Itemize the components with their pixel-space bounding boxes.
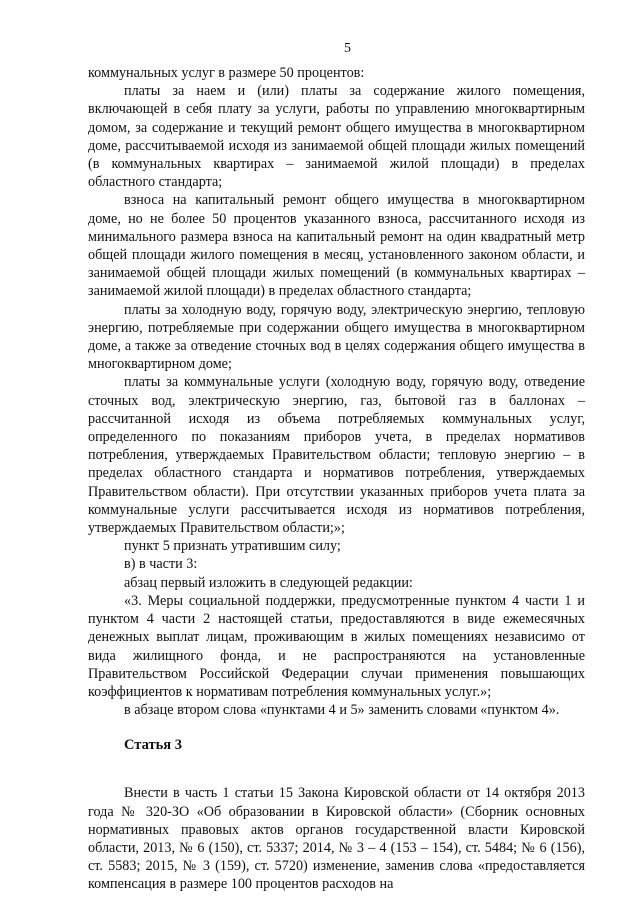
- paragraph: платы за наем и (или) платы за содержание жилого помещения, включающей в себя плату за услуги, работы по управлению многоквартирным домом, за содержание и текущий ремонт общего имущества в многоквартирном доме, рассчитываемой исходя из занимаемой общей площади жилых помещений (в коммунальных квартирах – занимаемой жилой площади) в пределах областного стандарта;: [88, 83, 585, 191]
- paragraph: коммунальных услуг в размере 50 процентов:: [88, 65, 365, 81]
- paragraph: пункт 5 признать утратившим силу;: [124, 538, 341, 555]
- paragraph: в) в части 3:: [124, 556, 198, 573]
- paragraph: «3. Меры социальной поддержки, предусмотренные пунктом 4 части 1 и пунктом 4 части 2 настоящей статьи, предоставляются в виде ежемесячных денежных выплат лицам, проживающим в жилых помещениях независимо от вида жилищного фонда, и не распространяются на установленные Правительством Российской Федерации случаи применения повышающих коэффициентов к нормативам потребления коммунальных услуг.»;: [88, 592, 585, 700]
- paragraph: в абзаце втором слова «пунктами 4 и 5» заменить словами «пунктом 4».: [124, 702, 560, 719]
- article-heading: Статья 3: [124, 737, 182, 754]
- paragraph: платы за холодную воду, горячую воду, электрическую энергию, тепловую энергию, потребляемые при содержании общего имущества в многоквартирном доме, а также за отведение сточных вод в целях содержания общего имущества в многоквартирном доме;: [88, 301, 585, 373]
- paragraph: взноса на капитальный ремонт общего имущества в многоквартирном доме, но не более 50 процентов указанного взноса, рассчитанного исходя из минимального размера взноса на капитальный ремонт на один квадратный метр общей площади жилого помещения в месяц, установленного законом области, и занимаемой общей площади жилых помещений (в коммунальных квартирах – занимаемой жилой площади) в пределах областного стандарта;: [88, 192, 585, 300]
- paragraph: платы за коммунальные услуги (холодную воду, горячую воду, отведение сточных вод, электрическую энергию, газ, бытовой газ в баллонах – рассчитанной исходя из объема потребляемых коммунальных услуг, определенного по показаниям приборов учета, в пределах нормативов потребления, утверждаемых Правительством области; тепловую энергию – в пределах областного стандарта и нормативов потребления, утверждаемых Правительством области). При отсутствии указанных приборов учета плата за коммунальные услуги рассчитывается исходя из нормативов потребления, утверждаемых Правительством области;»;: [88, 374, 585, 537]
- body-text-top: [88, 64, 585, 719]
- paragraph: Внести в часть 1 статьи 15 Закона Кировской области от 14 октября 2013 года № 320-ЗО «Об образовании в Кировской области» (Сборник основных нормативных правовых актов органов государственной власти Кировской области, 2013, № 6 (150), ст. 5337; 2014, № 3 – 4 (153 – 154), ст. 5484; № 6 (156), ст. 5583; 2015, № 3 (159), ст. 5720) изменение, заменив слова «предоставляется компенсация в размере 100 процентов расходов на: [88, 785, 585, 893]
- body-text-bottom: [88, 784, 585, 893]
- page-number: 5: [344, 41, 351, 56]
- paragraph: абзац первый изложить в следующей редакции:: [124, 574, 413, 591]
